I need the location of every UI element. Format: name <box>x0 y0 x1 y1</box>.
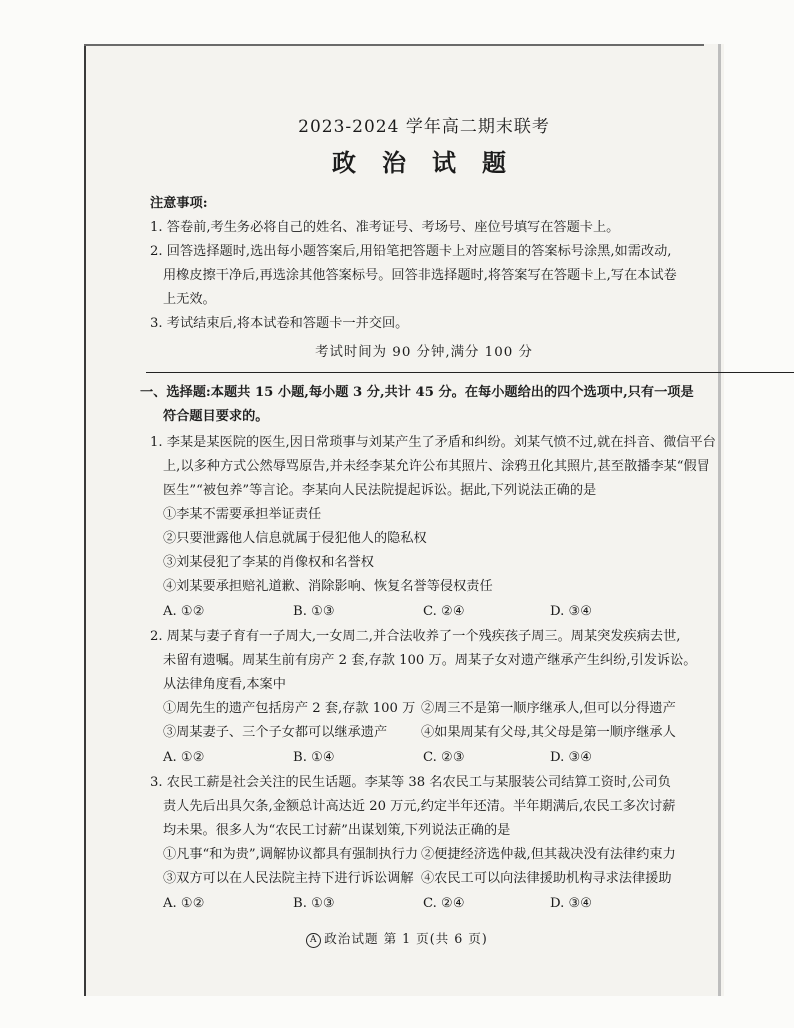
notice-heading: 注意事项: <box>150 196 208 211</box>
question-stem: 均未果。很多人为“农民工讨薪”出谋划策,下列说法正确的是 <box>163 823 511 838</box>
option-b: B. ①④ <box>293 750 335 765</box>
paper-right-edge <box>718 44 721 996</box>
question-2 <box>150 625 698 771</box>
statement-item: ②便捷经济选仲裁,但其裁决没有法律约束力 <box>421 847 676 862</box>
divider-line <box>146 372 794 373</box>
paper-top-edge <box>84 44 704 46</box>
statement-item: ③双方可以在人民法院主持下进行诉讼调解 <box>163 871 414 886</box>
statement-item: ②只要泄露他人信息就属于侵犯他人的隐私权 <box>163 531 427 546</box>
notice-line: 2. 回答选择题时,选出每小题答案后,用铅笔把答题卡上对应题目的答案标号涂黑,如需改动, <box>150 244 672 259</box>
option-a: A. ①② <box>163 896 205 911</box>
statement-item: ④如果周某有父母,其父母是第一顺序继承人 <box>421 725 676 740</box>
statement-item: ③刘某侵犯了李某的肖像权和名誉权 <box>163 555 374 570</box>
exam-content <box>140 112 716 917</box>
option-a: A. ①② <box>163 604 205 619</box>
exam-title: 2023-2024 学年高二期末联考 <box>298 117 550 137</box>
page-footer <box>0 928 794 948</box>
answer-options <box>150 891 698 917</box>
statement-row <box>150 721 698 745</box>
subject-title: 政治试题 <box>332 148 532 177</box>
option-d: D. ③④ <box>550 750 593 765</box>
answer-options <box>150 745 698 771</box>
section-header <box>140 381 698 429</box>
question-3 <box>150 771 698 917</box>
notice-line: 用橡皮擦干净后,再选涂其他答案标号。回答非选择题时,将答案写在答题卡上,写在本试卷 <box>163 268 677 283</box>
statement-row <box>150 697 698 721</box>
page-number: 政治试题 第 1 页(共 6 页) <box>324 931 488 946</box>
statement-item: ④刘某要承担赔礼道歉、消除影响、恢复名誉等侵权责任 <box>163 579 493 594</box>
question-stem: 3. 农民工薪是社会关注的民生话题。李某等 38 名农民工与某服装公司结算工资时,公司负 <box>150 775 671 790</box>
option-d: D. ③④ <box>550 896 593 911</box>
section-instruction: 一、选择题:本题共 15 小题,每小题 3 分,共计 45 分。在每小题给出的四个选项中,只有一项是 <box>140 385 694 400</box>
answer-options <box>150 599 698 625</box>
statement-item: ②周三不是第一顺序继承人,但可以分得遗产 <box>421 701 676 716</box>
option-a: A. ①② <box>163 750 205 765</box>
exam-time: 考试时间为 90 分钟,满分 100 分 <box>315 345 533 360</box>
option-c: C. ②③ <box>423 750 465 765</box>
question-stem: 医生”“被包养”等言论。李某向人民法院提起诉讼。据此,下列说法正确的是 <box>163 483 597 498</box>
statement-item: ④农民工可以向法律援助机构寻求法律援助 <box>421 871 672 886</box>
section-instruction: 符合题目要求的。 <box>163 409 269 424</box>
notice-line: 1. 答卷前,考生务必将自己的姓名、准考证号、考场号、座位号填写在答题卡上。 <box>150 220 620 235</box>
question-stem: 未留有遗嘱。周某生前有房产 2 套,存款 100 万。周某子女对遗产继承产生纠纷,引发诉讼。 <box>163 653 697 668</box>
statement-item: ③周某妻子、三个子女都可以继承遗产 <box>163 725 388 740</box>
question-stem: 2. 周某与妻子育有一子周大,一女周二,并合法收养了一个残疾孩子周三。周某突发疾病去世, <box>150 629 681 644</box>
statement-item: ①凡事“和为贵”,调解协议都具有强制执行力 <box>163 847 419 862</box>
question-stem: 上,以多种方式公然辱骂原告,并未经李某允许公布其照片、涂鸦丑化其照片,甚至散播李某“假冒 <box>163 459 710 474</box>
paper-version-badge: A <box>306 933 321 948</box>
question-1 <box>150 431 716 625</box>
paper-left-edge <box>84 44 86 996</box>
question-stem: 1. 李某是某医院的医生,因日常琐事与刘某产生了矛盾和纠纷。刘某气愤不过,就在抖音、微信平台 <box>150 435 716 450</box>
option-b: B. ①③ <box>293 604 335 619</box>
statement-row <box>150 843 698 867</box>
notice-block <box>150 192 698 366</box>
option-c: C. ②④ <box>423 896 465 911</box>
notice-line: 3. 考试结束后,将本试卷和答题卡一并交回。 <box>150 316 409 331</box>
option-c: C. ②④ <box>423 604 465 619</box>
option-b: B. ①③ <box>293 896 335 911</box>
question-stem: 从法律角度看,本案中 <box>163 677 286 692</box>
question-stem: 责人先后出具欠条,金额总计高达近 20 万元,约定半年还清。半年期满后,农民工多次讨薪 <box>163 799 676 814</box>
notice-line: 上无效。 <box>163 292 216 307</box>
statement-row <box>150 867 698 891</box>
option-d: D. ③④ <box>550 604 593 619</box>
statement-item: ①周先生的遗产包括房产 2 套,存款 100 万 <box>163 701 416 716</box>
statement-item: ①李某不需要承担举证责任 <box>163 507 322 522</box>
